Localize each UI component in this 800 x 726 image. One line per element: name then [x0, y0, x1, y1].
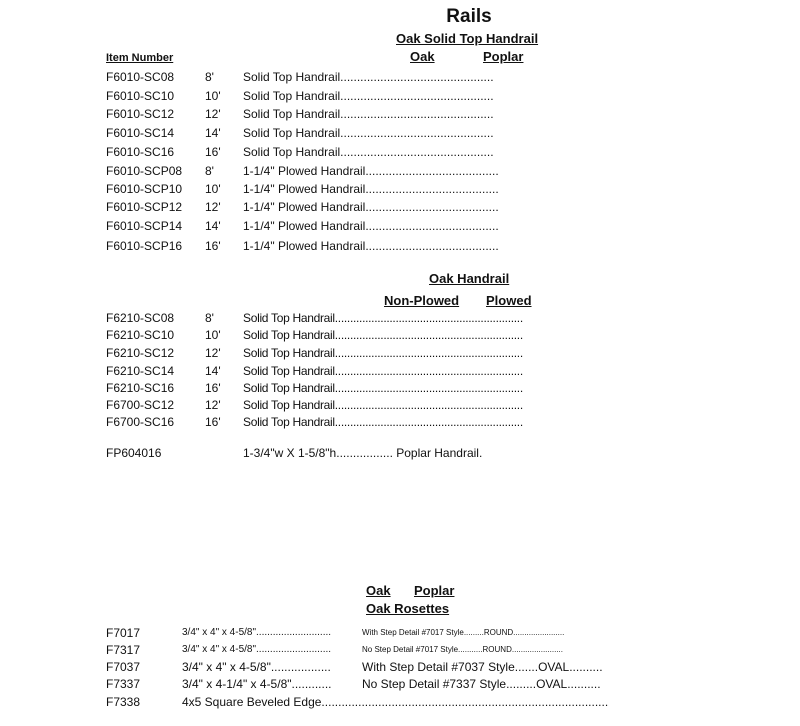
table-row: [0, 344, 800, 362]
item-description: 1-1/4" Plowed Handrail........................................: [243, 239, 499, 253]
item-number: F6210-SC08: [106, 311, 175, 325]
table-row: [0, 124, 800, 142]
table-row: [0, 413, 800, 431]
item-length: 8': [205, 311, 214, 325]
item-length: 8': [205, 164, 214, 178]
item-length: 12': [205, 107, 221, 121]
item-number: F6010-SCP10: [106, 182, 183, 196]
table-row: [0, 237, 800, 255]
table-row: [0, 162, 800, 180]
rosette-dimensions: 3/4" x 4" x 4-5/8"...........................: [182, 627, 332, 638]
item-description: Solid Top Handrail..............................................................: [243, 346, 523, 360]
item-description: Solid Top Handrail..............................................: [243, 126, 494, 140]
item-description: Solid Top Handrail..............................................: [243, 70, 494, 84]
table-row: [0, 326, 800, 344]
item-length: 10': [205, 89, 221, 103]
list-item: [0, 641, 800, 659]
item-number: F6010-SCP08: [106, 164, 183, 178]
rosette-item-number: F7037: [106, 660, 141, 674]
item-length: 16': [205, 415, 221, 429]
item-number: F6010-SC08: [106, 70, 175, 84]
item-description: Solid Top Handrail..............................................................: [243, 328, 523, 342]
item-number: F6210-SC12: [106, 346, 175, 360]
extra-item-number: FP604016: [106, 446, 162, 460]
item-description: Solid Top Handrail..............................................................: [243, 415, 523, 429]
item-length: 12': [205, 346, 221, 360]
item-number: F6210-SC14: [106, 364, 175, 378]
item-length: 16': [205, 239, 221, 253]
rosette-item-number: F7337: [106, 677, 141, 691]
item-length: 16': [205, 381, 221, 395]
item-length: 8': [205, 70, 214, 84]
item-length: 14': [205, 126, 221, 140]
item-length: 12': [205, 398, 221, 412]
rosette-dimensions: 3/4" x 4-1/4" x 4-5/8"............: [182, 677, 332, 691]
item-number-header: Item Number: [106, 52, 174, 64]
item-length: 12': [205, 200, 221, 214]
item-length: 10': [205, 182, 221, 196]
extra-item-desc: 1-3/4"w X 1-5/8"h................. Poplar Handrail.: [243, 446, 483, 460]
list-item: [0, 624, 800, 642]
item-length: 10': [205, 328, 221, 342]
item-number: F6010-SCP14: [106, 219, 183, 233]
item-number: F6700-SC16: [106, 415, 175, 429]
rosette-dimensions: 3/4" x 4" x 4-5/8"..................: [182, 660, 331, 674]
rosette-dimensions: 3/4" x 4" x 4-5/8"...........................: [182, 644, 332, 655]
list-item: [0, 658, 800, 676]
table-row: [0, 396, 800, 414]
list-item: [0, 693, 800, 711]
rosette-detail: No Step Detail #7337 Style.........OVAL..........: [362, 677, 601, 691]
section3-col-poplar: Poplar: [414, 583, 455, 598]
item-number: F6010-SC16: [106, 145, 175, 159]
item-description: Solid Top Handrail..............................................: [243, 89, 494, 103]
table-row: [0, 217, 800, 235]
item-description: Solid Top Handrail..............................................................: [243, 364, 523, 378]
section2-col-nonplowed: Non-Plowed: [384, 293, 460, 308]
table-row: [0, 143, 800, 161]
section2-col-plowed: Plowed: [486, 293, 532, 308]
item-description: 1-1/4" Plowed Handrail........................................: [243, 164, 499, 178]
rosette-detail: With Step Detail #7037 Style.......OVAL..........: [362, 660, 603, 674]
rosette-detail: With Step Detail #7017 Style.........ROUND.......................: [362, 628, 565, 637]
item-description: Solid Top Handrail..............................................................: [243, 381, 523, 395]
item-description: 1-1/4" Plowed Handrail........................................: [243, 182, 499, 196]
rosette-item-number: F7317: [106, 643, 141, 657]
table-row: [0, 180, 800, 198]
item-description: Solid Top Handrail..............................................: [243, 107, 494, 121]
table-row: [0, 87, 800, 105]
item-description: Solid Top Handrail..............................................................: [243, 398, 523, 412]
rosette-detail: No Step Detail #7017 Style...........ROUND.......................: [362, 645, 563, 654]
rosette-item-number: F7017: [106, 626, 141, 640]
table-row: [0, 105, 800, 123]
list-item: [0, 675, 800, 693]
table-row: [0, 68, 800, 86]
item-description: Solid Top Handrail..............................................................: [243, 311, 523, 325]
item-number: F6700-SC12: [106, 398, 175, 412]
table-row: [0, 309, 800, 327]
section3-heading: Oak Rosettes: [366, 601, 450, 616]
section2-heading: Oak Handrail: [429, 271, 510, 286]
table-row: [0, 362, 800, 380]
item-number: F6010-SC14: [106, 126, 175, 140]
section3-col-oak: Oak: [366, 583, 391, 598]
section1-col-oak: Oak: [410, 49, 435, 64]
item-number: F6010-SCP12: [106, 200, 183, 214]
rosette-item-number: F7338: [106, 695, 141, 709]
item-description: 1-1/4" Plowed Handrail........................................: [243, 200, 499, 214]
item-description: 1-1/4" Plowed Handrail........................................: [243, 219, 499, 233]
item-number: F6210-SC16: [106, 381, 175, 395]
item-length: 14': [205, 219, 221, 233]
item-number: F6210-SC10: [106, 328, 175, 342]
table-row: [0, 379, 800, 397]
table-row: [0, 198, 800, 216]
item-length: 16': [205, 145, 221, 159]
item-number: F6010-SC10: [106, 89, 175, 103]
item-length: 14': [205, 364, 221, 378]
item-description: Solid Top Handrail..............................................: [243, 145, 494, 159]
section1-col-poplar: Poplar: [483, 49, 524, 64]
page-title: Rails: [446, 6, 492, 27]
rosette-dimensions: 4x5 Square Beveled Edge......................................................................................: [182, 695, 609, 709]
item-number: F6010-SCP16: [106, 239, 183, 253]
section1-heading: Oak Solid Top Handrail: [396, 31, 539, 46]
item-number: F6010-SC12: [106, 107, 175, 121]
